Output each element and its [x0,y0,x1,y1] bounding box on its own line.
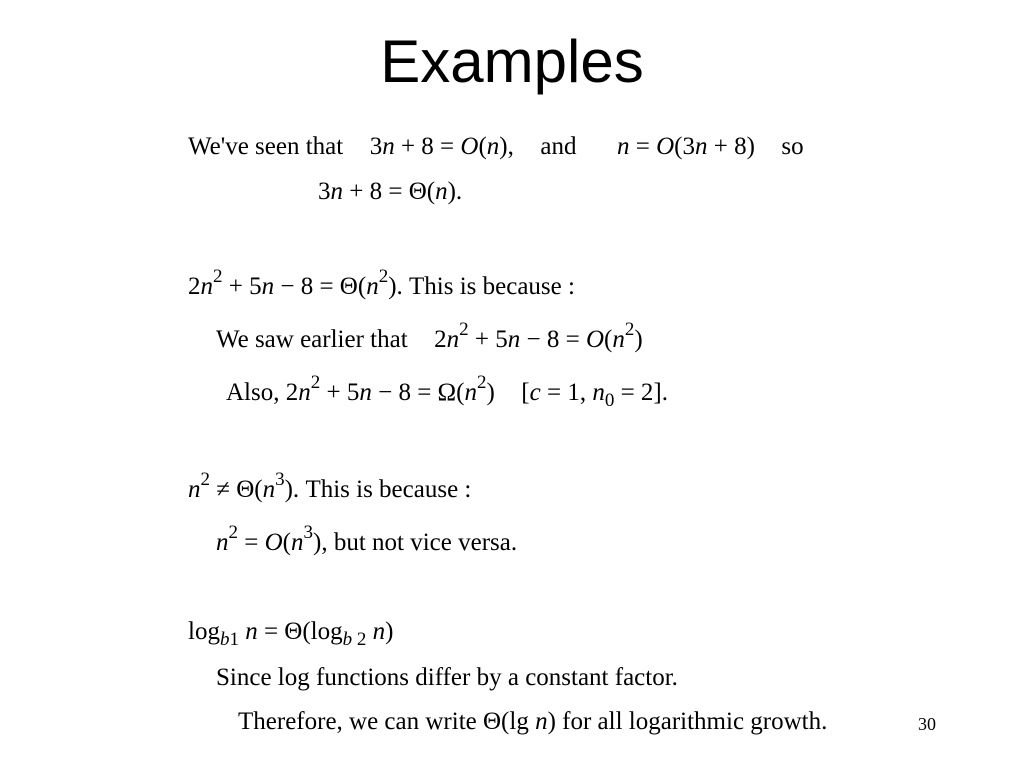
math-log-bases: $\log_{b1} n = \Theta(\log_{b 2}$ n) [188,618,394,650]
math-2n2-theta-n2: $2n^2 + 5n - 8 = \Theta(n^2)$. [188,265,403,300]
line-2 [318,177,462,207]
page-number: 30 [918,714,936,734]
math-theta-lg-n: Θ(lg n) [483,708,556,735]
line-9-text: Since log functions differ by a constant factor. [216,664,678,691]
line-10 [238,707,827,737]
math-n2-bigo-n3: $n^2 = O(n^3)$, [216,521,328,556]
math-3n8-theta-n: 3n + 8 = Θ(n). [318,178,463,205]
line-6 [188,468,472,505]
math-n-bigo-3n8: n = O(3n + 8) [616,133,755,160]
line-10-pre: Therefore, we can write [238,708,477,735]
line-9 [216,663,678,693]
line-1 [188,132,804,162]
line-1-so: so [781,133,804,160]
line-8 [188,617,394,650]
line-3 [188,265,575,302]
math-2n2-omega-n2: $2n^2 + 5n - 8 = \Omega(n^2)$ [285,371,495,406]
math-3n8-bigo-n: 3n + 8 = O(n), [369,133,514,160]
math-constants: [c = 1, $n_0 = 2$]. [521,379,669,411]
line-3-text: This is because : [409,273,575,300]
line-5-text: Also, [226,379,280,406]
math-n2-neq-theta-n3: $n^2 \ne \Theta(n^3)$. [188,468,300,503]
line-7 [216,521,518,558]
slide-title: Examples [380,28,644,95]
math-2n2-bigo-n2: $2n^2 + 5n - 8 = O(n^2)$ [434,318,643,353]
line-4 [216,318,643,355]
line-1-intro: We've seen that [188,133,344,160]
line-10-post: for all logarithmic growth. [562,708,828,735]
line-7-text: but not vice versa. [333,529,518,556]
line-5 [226,371,669,411]
line-4-text: We saw earlier that [216,326,408,353]
line-1-and: and [540,133,577,160]
line-6-text: This is because : [305,476,472,503]
